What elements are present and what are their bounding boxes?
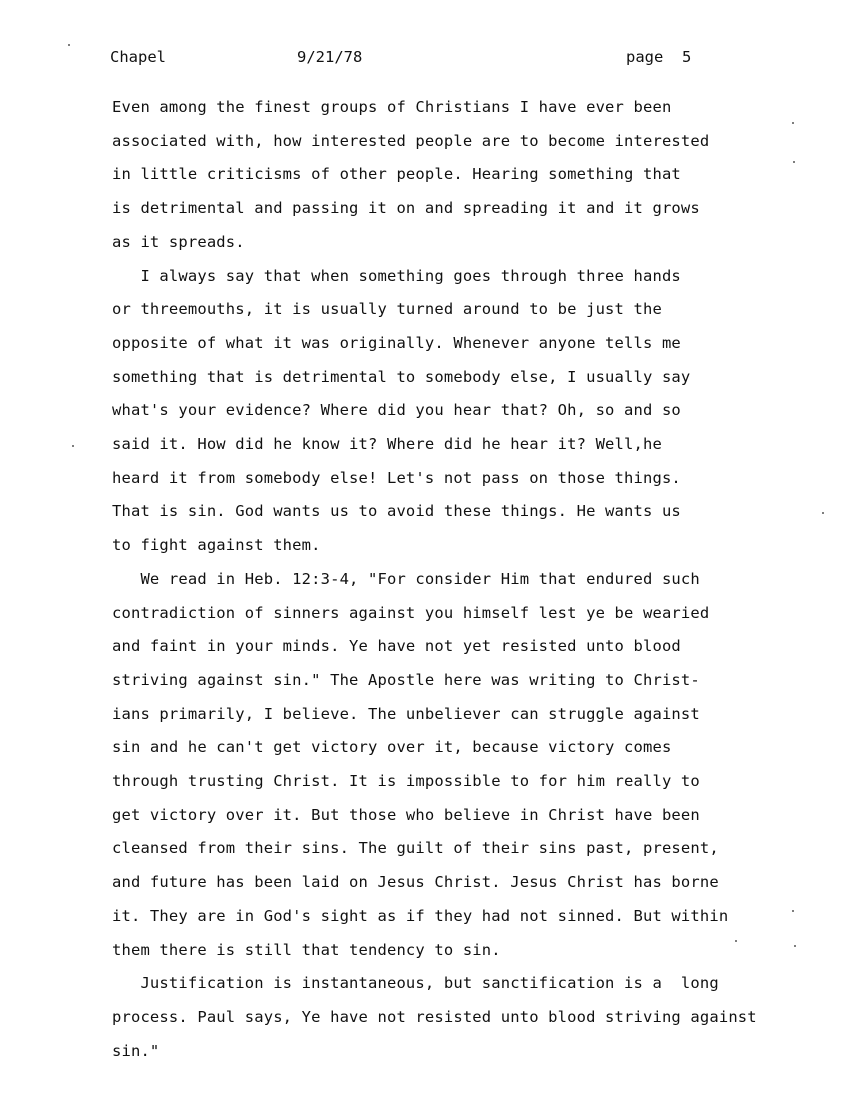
text-line: through trusting Christ. It is impossible to for him really to — [112, 772, 700, 790]
text-line: to fight against them. — [112, 536, 321, 554]
text-line: sin and he can't get victory over it, because victory comes — [112, 738, 672, 756]
scan-speck — [822, 512, 824, 514]
text-line: or threemouths, it is usually turned around to be just the — [112, 300, 662, 318]
scan-speck — [792, 122, 794, 124]
text-line: heard it from somebody else! Let's not pass on those things. — [112, 469, 681, 487]
text-line: I always say that when something goes through three hands — [112, 267, 681, 285]
scan-speck — [793, 161, 795, 163]
text-line: in little criticisms of other people. Hearing something that — [112, 165, 681, 183]
text-line: them there is still that tendency to sin. — [112, 941, 501, 959]
text-line: something that is detrimental to somebody else, I usually say — [112, 368, 691, 386]
scan-speck — [72, 445, 74, 447]
text-line: it. They are in God's sight as if they had not sinned. But within — [112, 907, 729, 925]
scan-speck — [735, 940, 737, 942]
header-date: 9/21/78 — [297, 48, 363, 66]
scan-speck — [794, 945, 796, 947]
text-line: contradiction of sinners against you himself lest ye be wearied — [112, 604, 710, 622]
header-page-number: page 5 — [626, 48, 692, 66]
text-line: We read in Heb. 12:3-4, "For consider Him that endured such — [112, 570, 700, 588]
text-line: cleansed from their sins. The guilt of their sins past, present, — [112, 839, 719, 857]
text-line: That is sin. God wants us to avoid these things. He wants us — [112, 502, 681, 520]
text-line: is detrimental and passing it on and spreading it and it grows — [112, 199, 700, 217]
text-line: opposite of what it was originally. Whenever anyone tells me — [112, 334, 681, 352]
scan-speck — [792, 910, 794, 912]
text-line: ians primarily, I believe. The unbeliever can struggle against — [112, 705, 700, 723]
text-line: as it spreads. — [112, 233, 245, 251]
header-title: Chapel — [110, 48, 166, 66]
text-line: and future has been laid on Jesus Christ. Jesus Christ has borne — [112, 873, 719, 891]
text-line: said it. How did he know it? Where did he hear it? Well,he — [112, 435, 662, 453]
text-line: associated with, how interested people are to become interested — [112, 132, 710, 150]
scan-speck — [68, 44, 70, 46]
text-line: what's your evidence? Where did you hear that? Oh, so and so — [112, 401, 681, 419]
text-line: striving against sin." The Apostle here was writing to Christ- — [112, 671, 700, 689]
text-line: get victory over it. But those who believe in Christ have been — [112, 806, 700, 824]
text-line: process. Paul says, Ye have not resisted unto blood striving against — [112, 1008, 757, 1026]
text-line: and faint in your minds. Ye have not yet resisted unto blood — [112, 637, 681, 655]
text-line: Justification is instantaneous, but sanctification is a long — [112, 974, 719, 992]
text-line: sin." — [112, 1042, 160, 1060]
text-line: Even among the finest groups of Christians I have ever been — [112, 98, 672, 116]
